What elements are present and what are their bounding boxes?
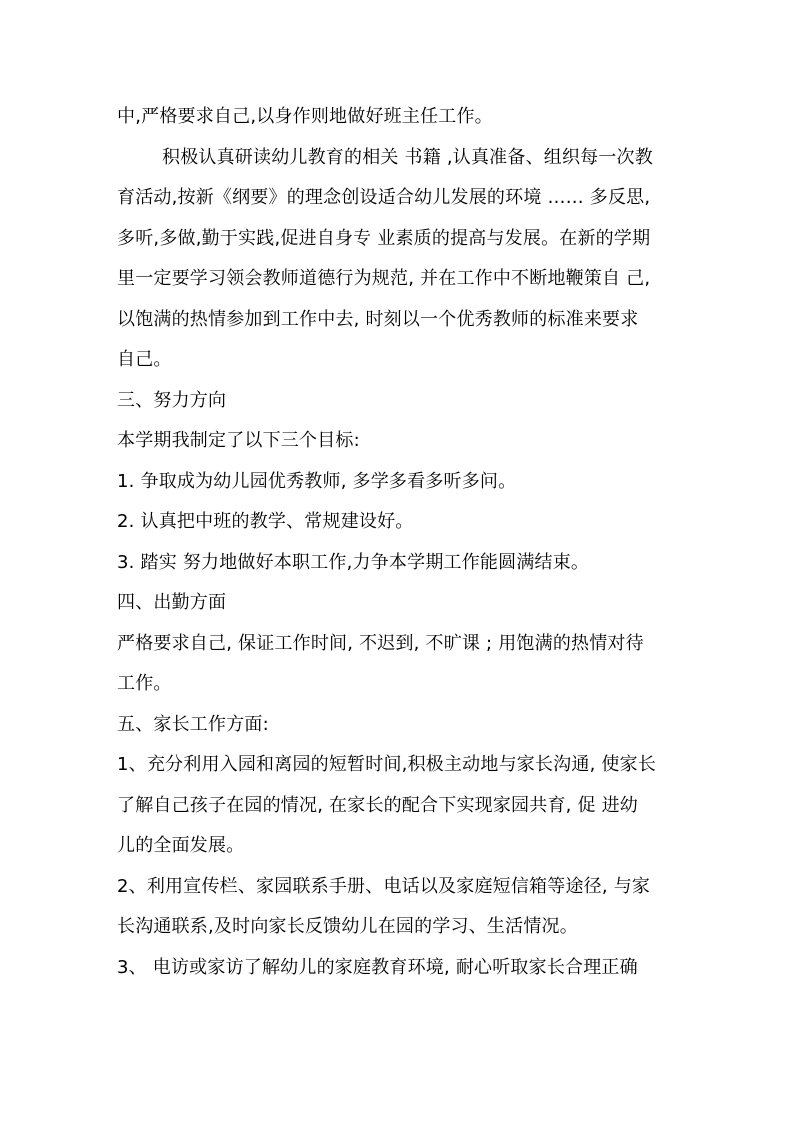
- list-item: 1. 争取成为幼儿园优秀教师, 多学多看多听多问。: [117, 470, 517, 492]
- list-item: 2、利用宣传栏、家园联系手册、电话以及家庭短信箱等途径, 与家: [117, 875, 651, 897]
- section-heading: 五、家长工作方面:: [117, 713, 269, 735]
- text-line: 儿的全面发展。: [117, 835, 245, 856]
- list-item: 1、充分利用入园和离园的短暂时间,积极主动地与家长沟通, 使家长: [117, 754, 657, 775]
- text-line: 严格要求自己, 保证工作时间, 不迟到, 不旷课 ; 用饱满的热情对待: [117, 632, 644, 654]
- section-heading: 四、出勤方面: [117, 592, 227, 613]
- text-line: 积极认真研读幼儿教育的相关 书籍 ,认真准备、组织每一次教: [162, 146, 653, 168]
- list-item: 3、 电访或家访了解幼儿的家庭教育环境, 耐心听取家长合理正确: [117, 956, 638, 978]
- text-line: 里一定要学习领会教师道德行为规范, 并在工作中不断地鞭策自 己,: [117, 268, 651, 289]
- text-line: 以饱满的热情参加到工作中去, 时刻以一个优秀教师的标准来要求: [117, 308, 639, 330]
- text-line: 中,严格要求自己,以身作则地做好班主任工作。: [117, 106, 493, 127]
- text-line: 工作。: [117, 673, 172, 694]
- section-heading: 三、努力方向: [117, 389, 227, 411]
- list-item: 2. 认真把中班的教学、常规建设好。: [117, 511, 414, 532]
- text-line: 育活动,按新《纲要》的理念创设适合幼儿发展的环境 …… 多反思,: [117, 187, 651, 208]
- list-item: 3. 踏实 努力地做好本职工作,力争本学期工作能圆满结束。: [117, 551, 590, 573]
- text-line: 多听,多做,勤于实践,促进自身专 业素质的提高与发展。在新的学期: [117, 227, 651, 249]
- text-line: 自己。: [117, 349, 172, 370]
- document-body: [117, 97, 677, 988]
- text-line: 长沟通联系,及时向家长反馈幼儿在园的学习、生活情况。: [117, 916, 578, 937]
- text-line: 本学期我制定了以下三个目标:: [117, 430, 360, 451]
- text-line: 了解自己孩子在园的情况, 在家长的配合下实现家园共育, 促 进幼: [117, 794, 639, 816]
